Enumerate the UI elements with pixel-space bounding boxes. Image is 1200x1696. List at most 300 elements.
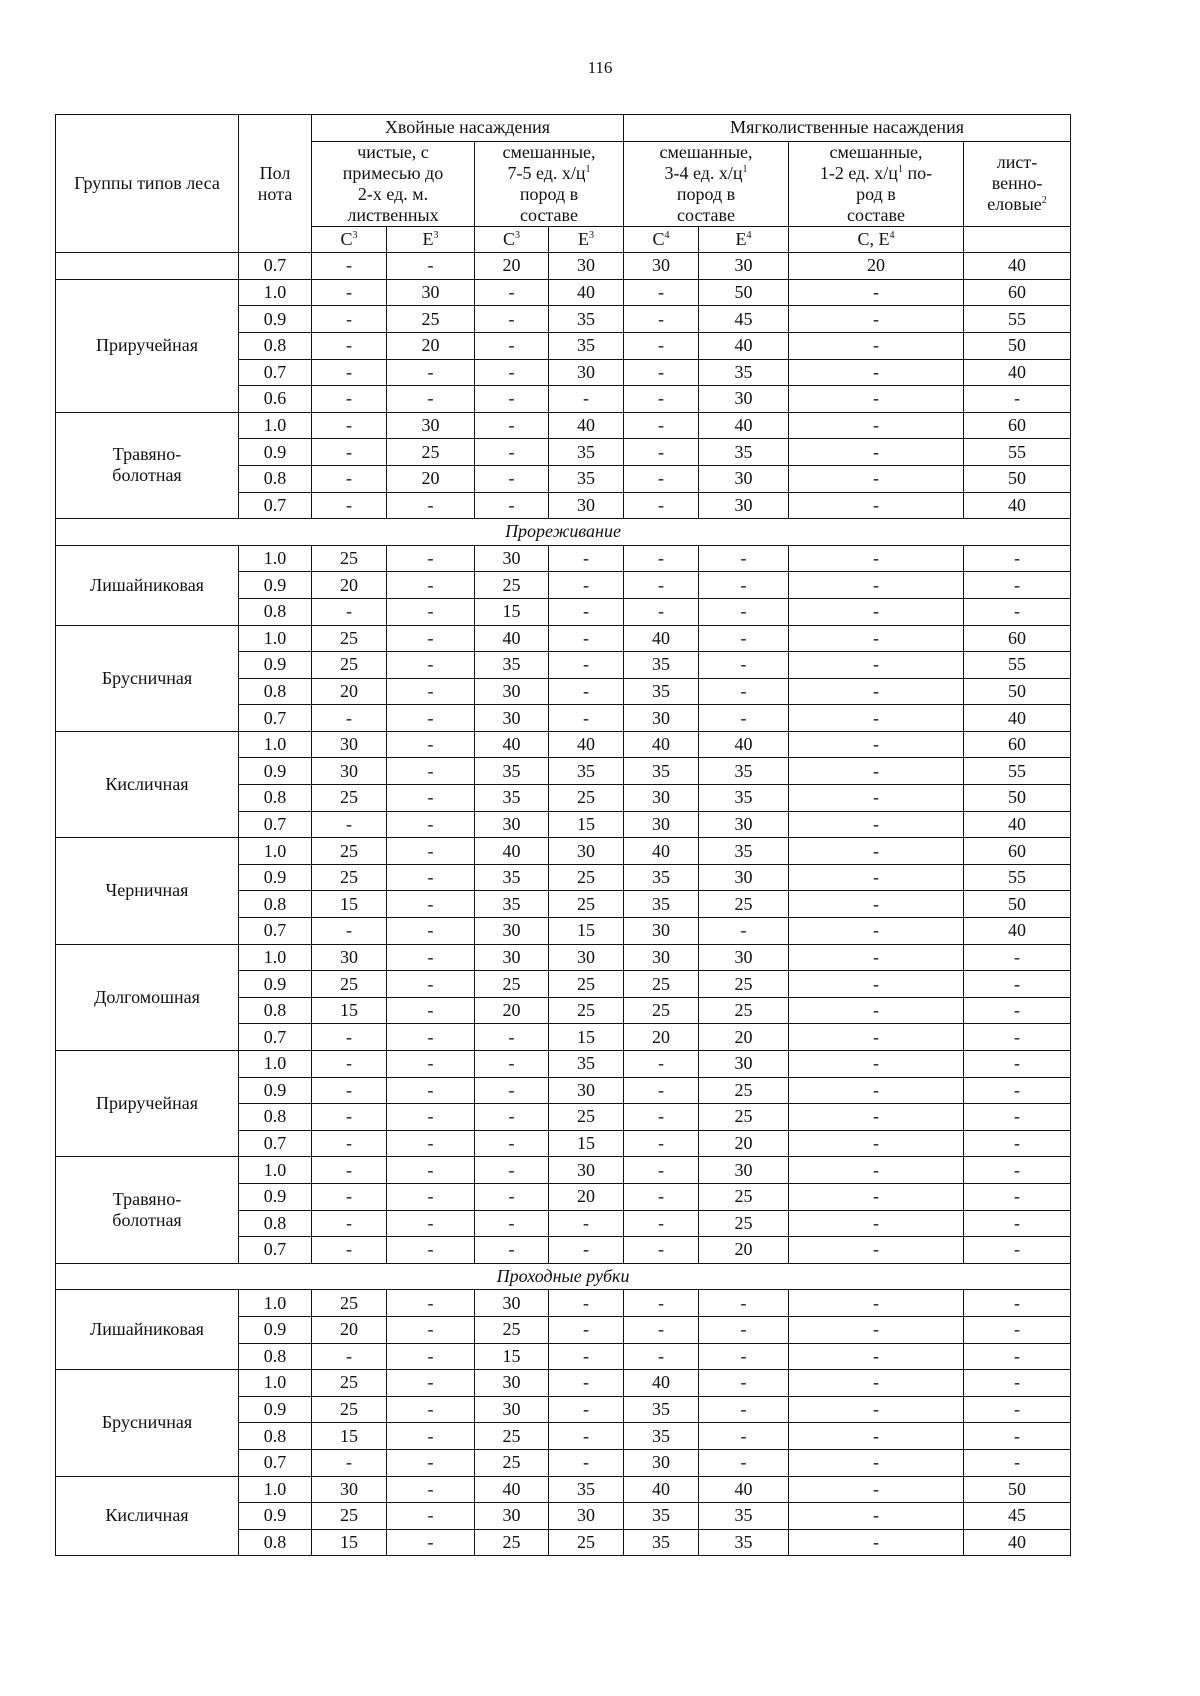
density-cell: 0.9 bbox=[239, 1503, 312, 1530]
value-cell: - bbox=[789, 1130, 964, 1157]
value-cell: - bbox=[312, 1237, 387, 1264]
value-cell: - bbox=[475, 465, 549, 492]
value-cell: - bbox=[387, 918, 475, 945]
value-cell: - bbox=[789, 678, 964, 705]
value-cell: 30 bbox=[475, 1396, 549, 1423]
value-cell: 50 bbox=[964, 465, 1071, 492]
value-cell: 40 bbox=[699, 412, 789, 439]
value-cell: 30 bbox=[699, 253, 789, 280]
group-name-cell bbox=[56, 1290, 239, 1370]
value-cell: - bbox=[387, 1396, 475, 1423]
value-cell: - bbox=[789, 572, 964, 599]
value-cell: - bbox=[624, 1210, 699, 1237]
value-cell: 25 bbox=[312, 838, 387, 865]
value-cell: - bbox=[387, 811, 475, 838]
value-cell: - bbox=[789, 386, 964, 413]
density-cell: 0.8 bbox=[239, 465, 312, 492]
value-cell: 30 bbox=[699, 1051, 789, 1078]
density-cell: 0.9 bbox=[239, 306, 312, 333]
header-deciduous-spruce: лист- венно- еловые$^2$ bbox=[964, 141, 1071, 226]
value-cell: 25 bbox=[624, 997, 699, 1024]
header-mixed-1-2: смешанные, 1-2 ед. $х/ц^1$ по- род в составе bbox=[789, 141, 964, 226]
value-cell: 35 bbox=[624, 678, 699, 705]
group-name-cell bbox=[56, 625, 239, 731]
value-cell: 25 bbox=[549, 785, 624, 812]
value-cell: 25 bbox=[699, 891, 789, 918]
value-cell: 25 bbox=[475, 1423, 549, 1450]
value-cell: - bbox=[312, 1210, 387, 1237]
value-cell: 30 bbox=[549, 253, 624, 280]
value-cell: 25 bbox=[312, 971, 387, 998]
density-cell: 1.0 bbox=[239, 1476, 312, 1503]
value-cell: - bbox=[624, 572, 699, 599]
value-cell: - bbox=[789, 332, 964, 359]
value-cell: 35 bbox=[549, 306, 624, 333]
value-cell: - bbox=[475, 1237, 549, 1264]
value-cell: - bbox=[789, 891, 964, 918]
group-name-cell bbox=[56, 545, 239, 625]
value-cell: 35 bbox=[624, 864, 699, 891]
value-cell: 20 bbox=[387, 332, 475, 359]
value-cell: - bbox=[789, 439, 964, 466]
value-cell: - bbox=[312, 1077, 387, 1104]
value-cell: 40 bbox=[549, 279, 624, 306]
density-cell: 0.9 bbox=[239, 1316, 312, 1343]
value-cell: 55 bbox=[964, 652, 1071, 679]
value-cell: 30 bbox=[475, 944, 549, 971]
value-cell: 30 bbox=[624, 705, 699, 732]
density-cell: 0.8 bbox=[239, 1343, 312, 1370]
value-cell: - bbox=[789, 971, 964, 998]
density-cell: 0.9 bbox=[239, 971, 312, 998]
value-cell: 15 bbox=[549, 918, 624, 945]
value-cell: - bbox=[387, 1290, 475, 1317]
group-name-line: Лишайниковая bbox=[90, 574, 204, 595]
value-cell: 15 bbox=[312, 1423, 387, 1450]
value-cell: 50 bbox=[964, 678, 1071, 705]
density-cell: 0.8 bbox=[239, 785, 312, 812]
value-cell: 40 bbox=[964, 811, 1071, 838]
value-cell: 60 bbox=[964, 731, 1071, 758]
value-cell: 15 bbox=[312, 1529, 387, 1556]
value-cell: - bbox=[964, 545, 1071, 572]
table-row bbox=[56, 1157, 1071, 1184]
value-cell: - bbox=[964, 386, 1071, 413]
value-cell: 50 bbox=[964, 785, 1071, 812]
value-cell: - bbox=[964, 1343, 1071, 1370]
value-cell: 20 bbox=[475, 997, 549, 1024]
group-name-cell bbox=[56, 1476, 239, 1556]
density-cell: 0.8 bbox=[239, 1104, 312, 1131]
value-cell: 35 bbox=[475, 652, 549, 679]
table-row bbox=[56, 1476, 1071, 1503]
value-cell: - bbox=[549, 705, 624, 732]
value-cell: - bbox=[312, 306, 387, 333]
value-cell: - bbox=[624, 332, 699, 359]
value-cell: 55 bbox=[964, 864, 1071, 891]
value-cell: 40 bbox=[475, 838, 549, 865]
value-cell: - bbox=[312, 1130, 387, 1157]
value-cell: - bbox=[387, 1529, 475, 1556]
value-cell: - bbox=[964, 1396, 1071, 1423]
value-cell: - bbox=[624, 492, 699, 519]
density-cell: 0.7 bbox=[239, 1449, 312, 1476]
density-cell: 0.9 bbox=[239, 758, 312, 785]
value-cell: - bbox=[964, 572, 1071, 599]
group-name-cell bbox=[56, 1157, 239, 1263]
value-cell: - bbox=[624, 439, 699, 466]
group-name-line: Травяно- bbox=[112, 1189, 182, 1210]
value-cell: 20 bbox=[699, 1237, 789, 1264]
value-cell: - bbox=[387, 253, 475, 280]
value-cell: 45 bbox=[964, 1503, 1071, 1530]
value-cell: 40 bbox=[475, 625, 549, 652]
value-cell: - bbox=[699, 1343, 789, 1370]
value-cell: - bbox=[387, 386, 475, 413]
value-cell: - bbox=[624, 1316, 699, 1343]
value-cell: 15 bbox=[312, 997, 387, 1024]
value-cell: - bbox=[964, 1051, 1071, 1078]
density-cell: 0.7 bbox=[239, 811, 312, 838]
header-sub-e: $Е^3$ bbox=[387, 226, 475, 253]
value-cell: - bbox=[624, 465, 699, 492]
value-cell: - bbox=[387, 1343, 475, 1370]
group-name-line: Кисличная bbox=[105, 774, 189, 795]
density-cell: 0.7 bbox=[239, 705, 312, 732]
value-cell: - bbox=[624, 306, 699, 333]
value-cell: - bbox=[387, 785, 475, 812]
value-cell: - bbox=[789, 359, 964, 386]
value-cell: - bbox=[699, 1449, 789, 1476]
value-cell: - bbox=[789, 652, 964, 679]
value-cell: 60 bbox=[964, 838, 1071, 865]
value-cell: - bbox=[624, 386, 699, 413]
value-cell: - bbox=[312, 1343, 387, 1370]
value-cell: - bbox=[789, 785, 964, 812]
header-deciduous: Мягколиственные насаждения bbox=[624, 115, 1071, 142]
table-row bbox=[56, 412, 1071, 439]
value-cell: - bbox=[964, 1316, 1071, 1343]
value-cell: - bbox=[312, 1157, 387, 1184]
value-cell: - bbox=[789, 1476, 964, 1503]
value-cell: - bbox=[312, 465, 387, 492]
value-cell: 30 bbox=[699, 1157, 789, 1184]
value-cell: - bbox=[475, 386, 549, 413]
value-cell: - bbox=[549, 1423, 624, 1450]
table-row bbox=[56, 944, 1071, 971]
value-cell: 50 bbox=[964, 1476, 1071, 1503]
density-cell: 0.9 bbox=[239, 439, 312, 466]
value-cell: - bbox=[549, 572, 624, 599]
value-cell: - bbox=[387, 1183, 475, 1210]
value-cell: 35 bbox=[699, 1529, 789, 1556]
value-cell: 30 bbox=[699, 944, 789, 971]
value-cell: 35 bbox=[549, 1476, 624, 1503]
value-cell: 35 bbox=[699, 439, 789, 466]
value-cell: - bbox=[387, 1449, 475, 1476]
header-sub-e: $Е^4$ bbox=[699, 226, 789, 253]
group-name-cell bbox=[56, 944, 239, 1050]
group-name-cell bbox=[56, 731, 239, 837]
value-cell: 25 bbox=[312, 785, 387, 812]
value-cell: 25 bbox=[624, 971, 699, 998]
value-cell: 25 bbox=[549, 891, 624, 918]
value-cell: 20 bbox=[549, 1183, 624, 1210]
value-cell: - bbox=[475, 1183, 549, 1210]
value-cell: - bbox=[789, 864, 964, 891]
value-cell: - bbox=[789, 1503, 964, 1530]
value-cell: - bbox=[312, 811, 387, 838]
value-cell: 35 bbox=[699, 359, 789, 386]
density-cell: 1.0 bbox=[239, 545, 312, 572]
group-name-line: Приручейная bbox=[96, 335, 198, 356]
value-cell: - bbox=[789, 465, 964, 492]
value-cell: 40 bbox=[964, 918, 1071, 945]
value-cell: 35 bbox=[549, 758, 624, 785]
value-cell: 30 bbox=[549, 492, 624, 519]
value-cell: 15 bbox=[312, 891, 387, 918]
value-cell: - bbox=[549, 625, 624, 652]
value-cell: - bbox=[549, 1237, 624, 1264]
value-cell: 35 bbox=[624, 758, 699, 785]
density-cell: 0.7 bbox=[239, 1024, 312, 1051]
value-cell: - bbox=[964, 971, 1071, 998]
density-cell: 0.9 bbox=[239, 572, 312, 599]
value-cell: - bbox=[789, 1051, 964, 1078]
value-cell: - bbox=[387, 492, 475, 519]
value-cell: - bbox=[312, 1024, 387, 1051]
value-cell: 30 bbox=[699, 492, 789, 519]
value-cell: - bbox=[312, 332, 387, 359]
group-name-line: болотная bbox=[112, 1210, 182, 1231]
value-cell: - bbox=[789, 1237, 964, 1264]
density-cell: 1.0 bbox=[239, 944, 312, 971]
value-cell: - bbox=[312, 1104, 387, 1131]
value-cell: - bbox=[624, 412, 699, 439]
value-cell: 15 bbox=[475, 1343, 549, 1370]
value-cell: - bbox=[387, 1423, 475, 1450]
value-cell: - bbox=[387, 1130, 475, 1157]
value-cell: - bbox=[312, 1183, 387, 1210]
value-cell: 35 bbox=[624, 1529, 699, 1556]
value-cell: - bbox=[624, 359, 699, 386]
value-cell: - bbox=[699, 678, 789, 705]
value-cell: - bbox=[387, 598, 475, 625]
density-cell: 0.9 bbox=[239, 864, 312, 891]
value-cell: 20 bbox=[312, 678, 387, 705]
value-cell: 40 bbox=[964, 705, 1071, 732]
density-cell: 0.8 bbox=[239, 1210, 312, 1237]
value-cell: 55 bbox=[964, 758, 1071, 785]
value-cell: - bbox=[789, 279, 964, 306]
value-cell: 30 bbox=[312, 1476, 387, 1503]
header-group-types: Группы типов леса bbox=[56, 115, 239, 253]
value-cell: - bbox=[387, 1316, 475, 1343]
value-cell: - bbox=[789, 731, 964, 758]
value-cell: 40 bbox=[624, 625, 699, 652]
header-sub-e: $Е^3$ bbox=[549, 226, 624, 253]
group-name-line: Приручейная bbox=[96, 1093, 198, 1114]
value-cell: - bbox=[549, 1290, 624, 1317]
value-cell: - bbox=[387, 545, 475, 572]
value-cell: - bbox=[789, 1157, 964, 1184]
value-cell: 30 bbox=[475, 545, 549, 572]
group-name-line: Брусничная bbox=[101, 667, 193, 688]
density-cell: 1.0 bbox=[239, 625, 312, 652]
value-cell: 30 bbox=[549, 1503, 624, 1530]
value-cell: - bbox=[789, 1449, 964, 1476]
density-cell: 0.7 bbox=[239, 359, 312, 386]
value-cell: - bbox=[964, 1130, 1071, 1157]
value-cell: - bbox=[789, 1423, 964, 1450]
density-cell: 0.9 bbox=[239, 1396, 312, 1423]
value-cell: - bbox=[699, 625, 789, 652]
value-cell: 40 bbox=[549, 731, 624, 758]
value-cell: - bbox=[549, 1343, 624, 1370]
value-cell: - bbox=[789, 1210, 964, 1237]
value-cell: - bbox=[312, 705, 387, 732]
value-cell: 25 bbox=[549, 1529, 624, 1556]
value-cell: 30 bbox=[475, 1503, 549, 1530]
table-row bbox=[56, 1370, 1071, 1397]
value-cell: - bbox=[789, 412, 964, 439]
value-cell: - bbox=[475, 1210, 549, 1237]
value-cell: 25 bbox=[699, 1077, 789, 1104]
value-cell: - bbox=[387, 864, 475, 891]
value-cell: - bbox=[789, 1077, 964, 1104]
value-cell: - bbox=[549, 598, 624, 625]
density-cell: 0.8 bbox=[239, 997, 312, 1024]
value-cell: 30 bbox=[312, 944, 387, 971]
density-cell: 0.9 bbox=[239, 652, 312, 679]
value-cell: - bbox=[624, 1130, 699, 1157]
value-cell: - bbox=[699, 1396, 789, 1423]
value-cell: - bbox=[387, 1370, 475, 1397]
value-cell: - bbox=[312, 598, 387, 625]
value-cell: - bbox=[312, 279, 387, 306]
group-name-line: Долгомошная bbox=[94, 986, 200, 1007]
density-cell: 1.0 bbox=[239, 838, 312, 865]
value-cell: 30 bbox=[312, 731, 387, 758]
value-cell: - bbox=[387, 1237, 475, 1264]
value-cell: 15 bbox=[549, 1024, 624, 1051]
value-cell: - bbox=[312, 492, 387, 519]
value-cell: 15 bbox=[549, 811, 624, 838]
density-cell: 0.7 bbox=[239, 1237, 312, 1264]
section-title-row bbox=[56, 1263, 1071, 1290]
value-cell: - bbox=[475, 1104, 549, 1131]
value-cell: - bbox=[789, 1316, 964, 1343]
value-cell: 20 bbox=[624, 1024, 699, 1051]
value-cell: 50 bbox=[964, 332, 1071, 359]
value-cell: - bbox=[699, 598, 789, 625]
group-name-line: Брусничная bbox=[101, 1412, 193, 1433]
value-cell: - bbox=[964, 1449, 1071, 1476]
value-cell: - bbox=[964, 598, 1071, 625]
value-cell: - bbox=[789, 598, 964, 625]
value-cell: 25 bbox=[549, 997, 624, 1024]
header-mixed-7-5: смешанные, 7-5 ед. $х/ц^1$ пород в составе bbox=[475, 141, 624, 226]
value-cell: 20 bbox=[699, 1130, 789, 1157]
value-cell: - bbox=[475, 492, 549, 519]
value-cell: 35 bbox=[475, 785, 549, 812]
value-cell: - bbox=[699, 705, 789, 732]
value-cell: - bbox=[312, 918, 387, 945]
value-cell: 25 bbox=[387, 306, 475, 333]
value-cell: - bbox=[387, 1104, 475, 1131]
density-cell: 0.8 bbox=[239, 891, 312, 918]
value-cell: 35 bbox=[699, 1503, 789, 1530]
value-cell: 25 bbox=[549, 864, 624, 891]
group-name-cell bbox=[56, 1051, 239, 1157]
value-cell: 55 bbox=[964, 439, 1071, 466]
value-cell: 30 bbox=[475, 705, 549, 732]
group-name-cell bbox=[56, 1370, 239, 1476]
value-cell: 50 bbox=[699, 279, 789, 306]
value-cell: 30 bbox=[624, 944, 699, 971]
value-cell: - bbox=[789, 492, 964, 519]
value-cell: 25 bbox=[387, 439, 475, 466]
value-cell: 25 bbox=[312, 1503, 387, 1530]
value-cell: - bbox=[964, 1104, 1071, 1131]
value-cell: 40 bbox=[699, 332, 789, 359]
value-cell: - bbox=[387, 1157, 475, 1184]
value-cell: 35 bbox=[624, 1503, 699, 1530]
value-cell: - bbox=[475, 1130, 549, 1157]
header-mixed-3-4: смешанные, 3-4 ед. $х/ц^1$ пород в составе bbox=[624, 141, 789, 226]
value-cell: - bbox=[387, 572, 475, 599]
value-cell: 20 bbox=[475, 253, 549, 280]
value-cell: 60 bbox=[964, 279, 1071, 306]
value-cell: - bbox=[624, 1157, 699, 1184]
value-cell: - bbox=[549, 545, 624, 572]
value-cell: - bbox=[475, 359, 549, 386]
density-cell: 0.8 bbox=[239, 1423, 312, 1450]
value-cell: - bbox=[789, 625, 964, 652]
value-cell: - bbox=[312, 1051, 387, 1078]
value-cell: 30 bbox=[475, 811, 549, 838]
value-cell: 40 bbox=[549, 412, 624, 439]
value-cell: 40 bbox=[699, 1476, 789, 1503]
value-cell: 25 bbox=[699, 971, 789, 998]
density-cell: 1.0 bbox=[239, 1370, 312, 1397]
value-cell: 15 bbox=[549, 1130, 624, 1157]
value-cell: 25 bbox=[475, 971, 549, 998]
value-cell: 25 bbox=[475, 1449, 549, 1476]
value-cell: - bbox=[387, 971, 475, 998]
table-header bbox=[56, 115, 1071, 253]
table-body bbox=[56, 253, 1071, 1556]
value-cell: 35 bbox=[475, 891, 549, 918]
density-cell: 1.0 bbox=[239, 412, 312, 439]
header-sub-empty bbox=[964, 226, 1071, 253]
value-cell: - bbox=[789, 758, 964, 785]
value-cell: 35 bbox=[549, 465, 624, 492]
density-cell: 0.7 bbox=[239, 918, 312, 945]
value-cell: - bbox=[699, 1423, 789, 1450]
group-name-line: Лишайниковая bbox=[90, 1319, 204, 1340]
value-cell: - bbox=[964, 1077, 1071, 1104]
value-cell: - bbox=[387, 625, 475, 652]
value-cell: 35 bbox=[549, 439, 624, 466]
value-cell: - bbox=[475, 279, 549, 306]
value-cell: 40 bbox=[964, 1529, 1071, 1556]
value-cell: - bbox=[475, 1157, 549, 1184]
density-cell: 0.8 bbox=[239, 598, 312, 625]
value-cell: - bbox=[549, 1396, 624, 1423]
density-cell: 0.9 bbox=[239, 1183, 312, 1210]
value-cell: 25 bbox=[699, 997, 789, 1024]
